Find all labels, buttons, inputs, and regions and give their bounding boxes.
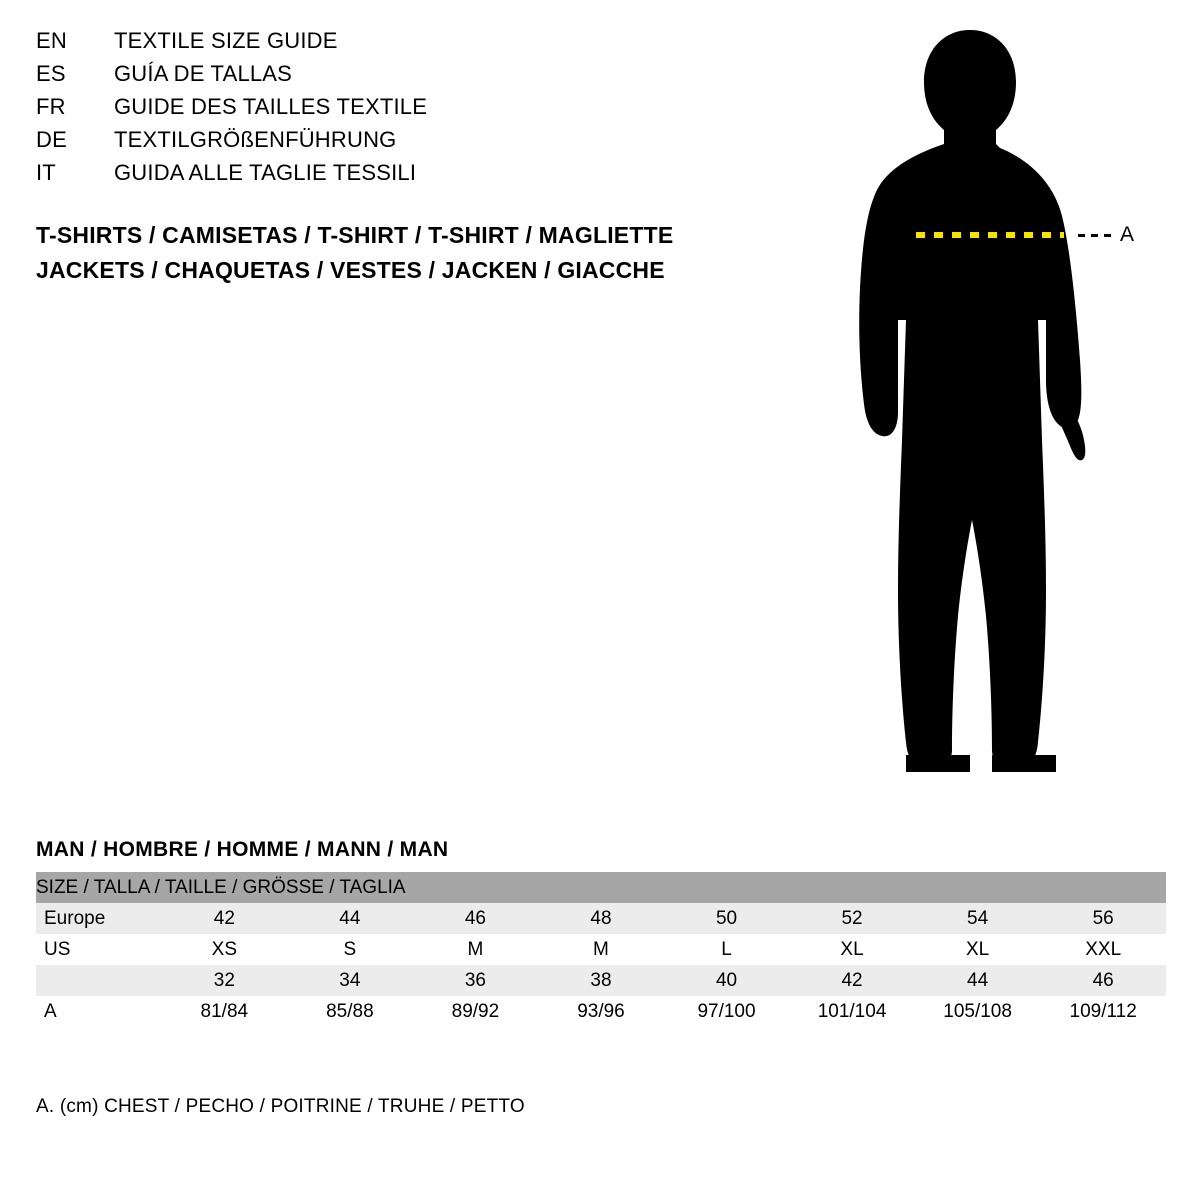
language-code: ES (36, 61, 66, 86)
language-code: IT (36, 160, 56, 185)
cell-value: 32 (162, 965, 288, 996)
cell-value: XL (915, 934, 1041, 965)
language-title: GUÍA DE TALLAS (114, 61, 293, 86)
table-row (36, 934, 1166, 965)
garment-type-list (36, 218, 796, 288)
cell-value: 105/108 (915, 996, 1041, 1027)
cell-value: M (538, 934, 664, 965)
cell-value: 85/88 (287, 996, 413, 1027)
cell-value: XS (162, 934, 288, 965)
table-header-label: SIZE / TALLA / TAILLE / GRÖSSE / TAGLIA (36, 872, 1166, 903)
cell-value: S (287, 934, 413, 965)
table-header-row (36, 872, 1166, 903)
size-table (36, 872, 1166, 1027)
language-title: TEXTILE SIZE GUIDE (114, 28, 338, 53)
language-code: EN (36, 28, 67, 53)
measure-label-a: A (1120, 223, 1136, 246)
cell-value: 42 (162, 903, 288, 934)
cell-value: 81/84 (162, 996, 288, 1027)
table-row (36, 903, 1166, 934)
cell-value: XXL (1040, 934, 1166, 965)
cell-value: 44 (287, 903, 413, 934)
cell-value: 56 (1040, 903, 1166, 934)
cell-value: 36 (413, 965, 539, 996)
footnote-chest-measure: A. (cm) CHEST / PECHO / POITRINE / TRUHE / PETTO (36, 1096, 525, 1117)
cell-value: 93/96 (538, 996, 664, 1027)
cell-value: 97/100 (664, 996, 790, 1027)
row-label: A (36, 996, 162, 1027)
table-row (36, 965, 1166, 996)
cell-value: 42 (789, 965, 915, 996)
table-row (36, 996, 1166, 1027)
language-title: GUIDE DES TAILLES TEXTILE (114, 94, 428, 119)
cell-value: 46 (1040, 965, 1166, 996)
cell-value: 44 (915, 965, 1041, 996)
cell-value: 52 (789, 903, 915, 934)
table-section-title: MAN / HOMBRE / HOMME / MANN / MAN (36, 838, 449, 861)
cell-value: 89/92 (413, 996, 539, 1027)
cell-value: 50 (664, 903, 790, 934)
cell-value: XL (789, 934, 915, 965)
cell-value: 101/104 (789, 996, 915, 1027)
cell-value: L (664, 934, 790, 965)
measure-leader-line (1078, 234, 1114, 237)
cell-value: 34 (287, 965, 413, 996)
language-row (36, 94, 736, 127)
row-label: US (36, 934, 162, 965)
cell-value: 46 (413, 903, 539, 934)
body-silhouette-figure (820, 20, 1180, 790)
language-title: TEXTILGRÖßENFÜHRUNG (114, 127, 397, 152)
garment-line-tshirts: T-SHIRTS / CAMISETAS / T-SHIRT / T-SHIRT / MAGLIETTE (36, 222, 674, 248)
language-code: DE (36, 127, 67, 152)
cell-value: 38 (538, 965, 664, 996)
size-table-section (36, 838, 1166, 1027)
language-row (36, 127, 736, 160)
language-title: GUIDA ALLE TAGLIE TESSILI (114, 160, 417, 185)
language-row (36, 28, 736, 61)
cell-value: 54 (915, 903, 1041, 934)
language-row (36, 160, 736, 193)
garment-line-jackets: JACKETS / CHAQUETAS / VESTES / JACKEN / GIACCHE (36, 257, 665, 283)
row-label (36, 965, 162, 996)
cell-value: 40 (664, 965, 790, 996)
language-list (36, 28, 736, 193)
language-row (36, 61, 736, 94)
cell-value: 48 (538, 903, 664, 934)
male-silhouette-icon (820, 20, 1180, 790)
language-code: FR (36, 94, 66, 119)
row-label: Europe (36, 903, 162, 934)
cell-value: 109/112 (1040, 996, 1166, 1027)
cell-value: M (413, 934, 539, 965)
